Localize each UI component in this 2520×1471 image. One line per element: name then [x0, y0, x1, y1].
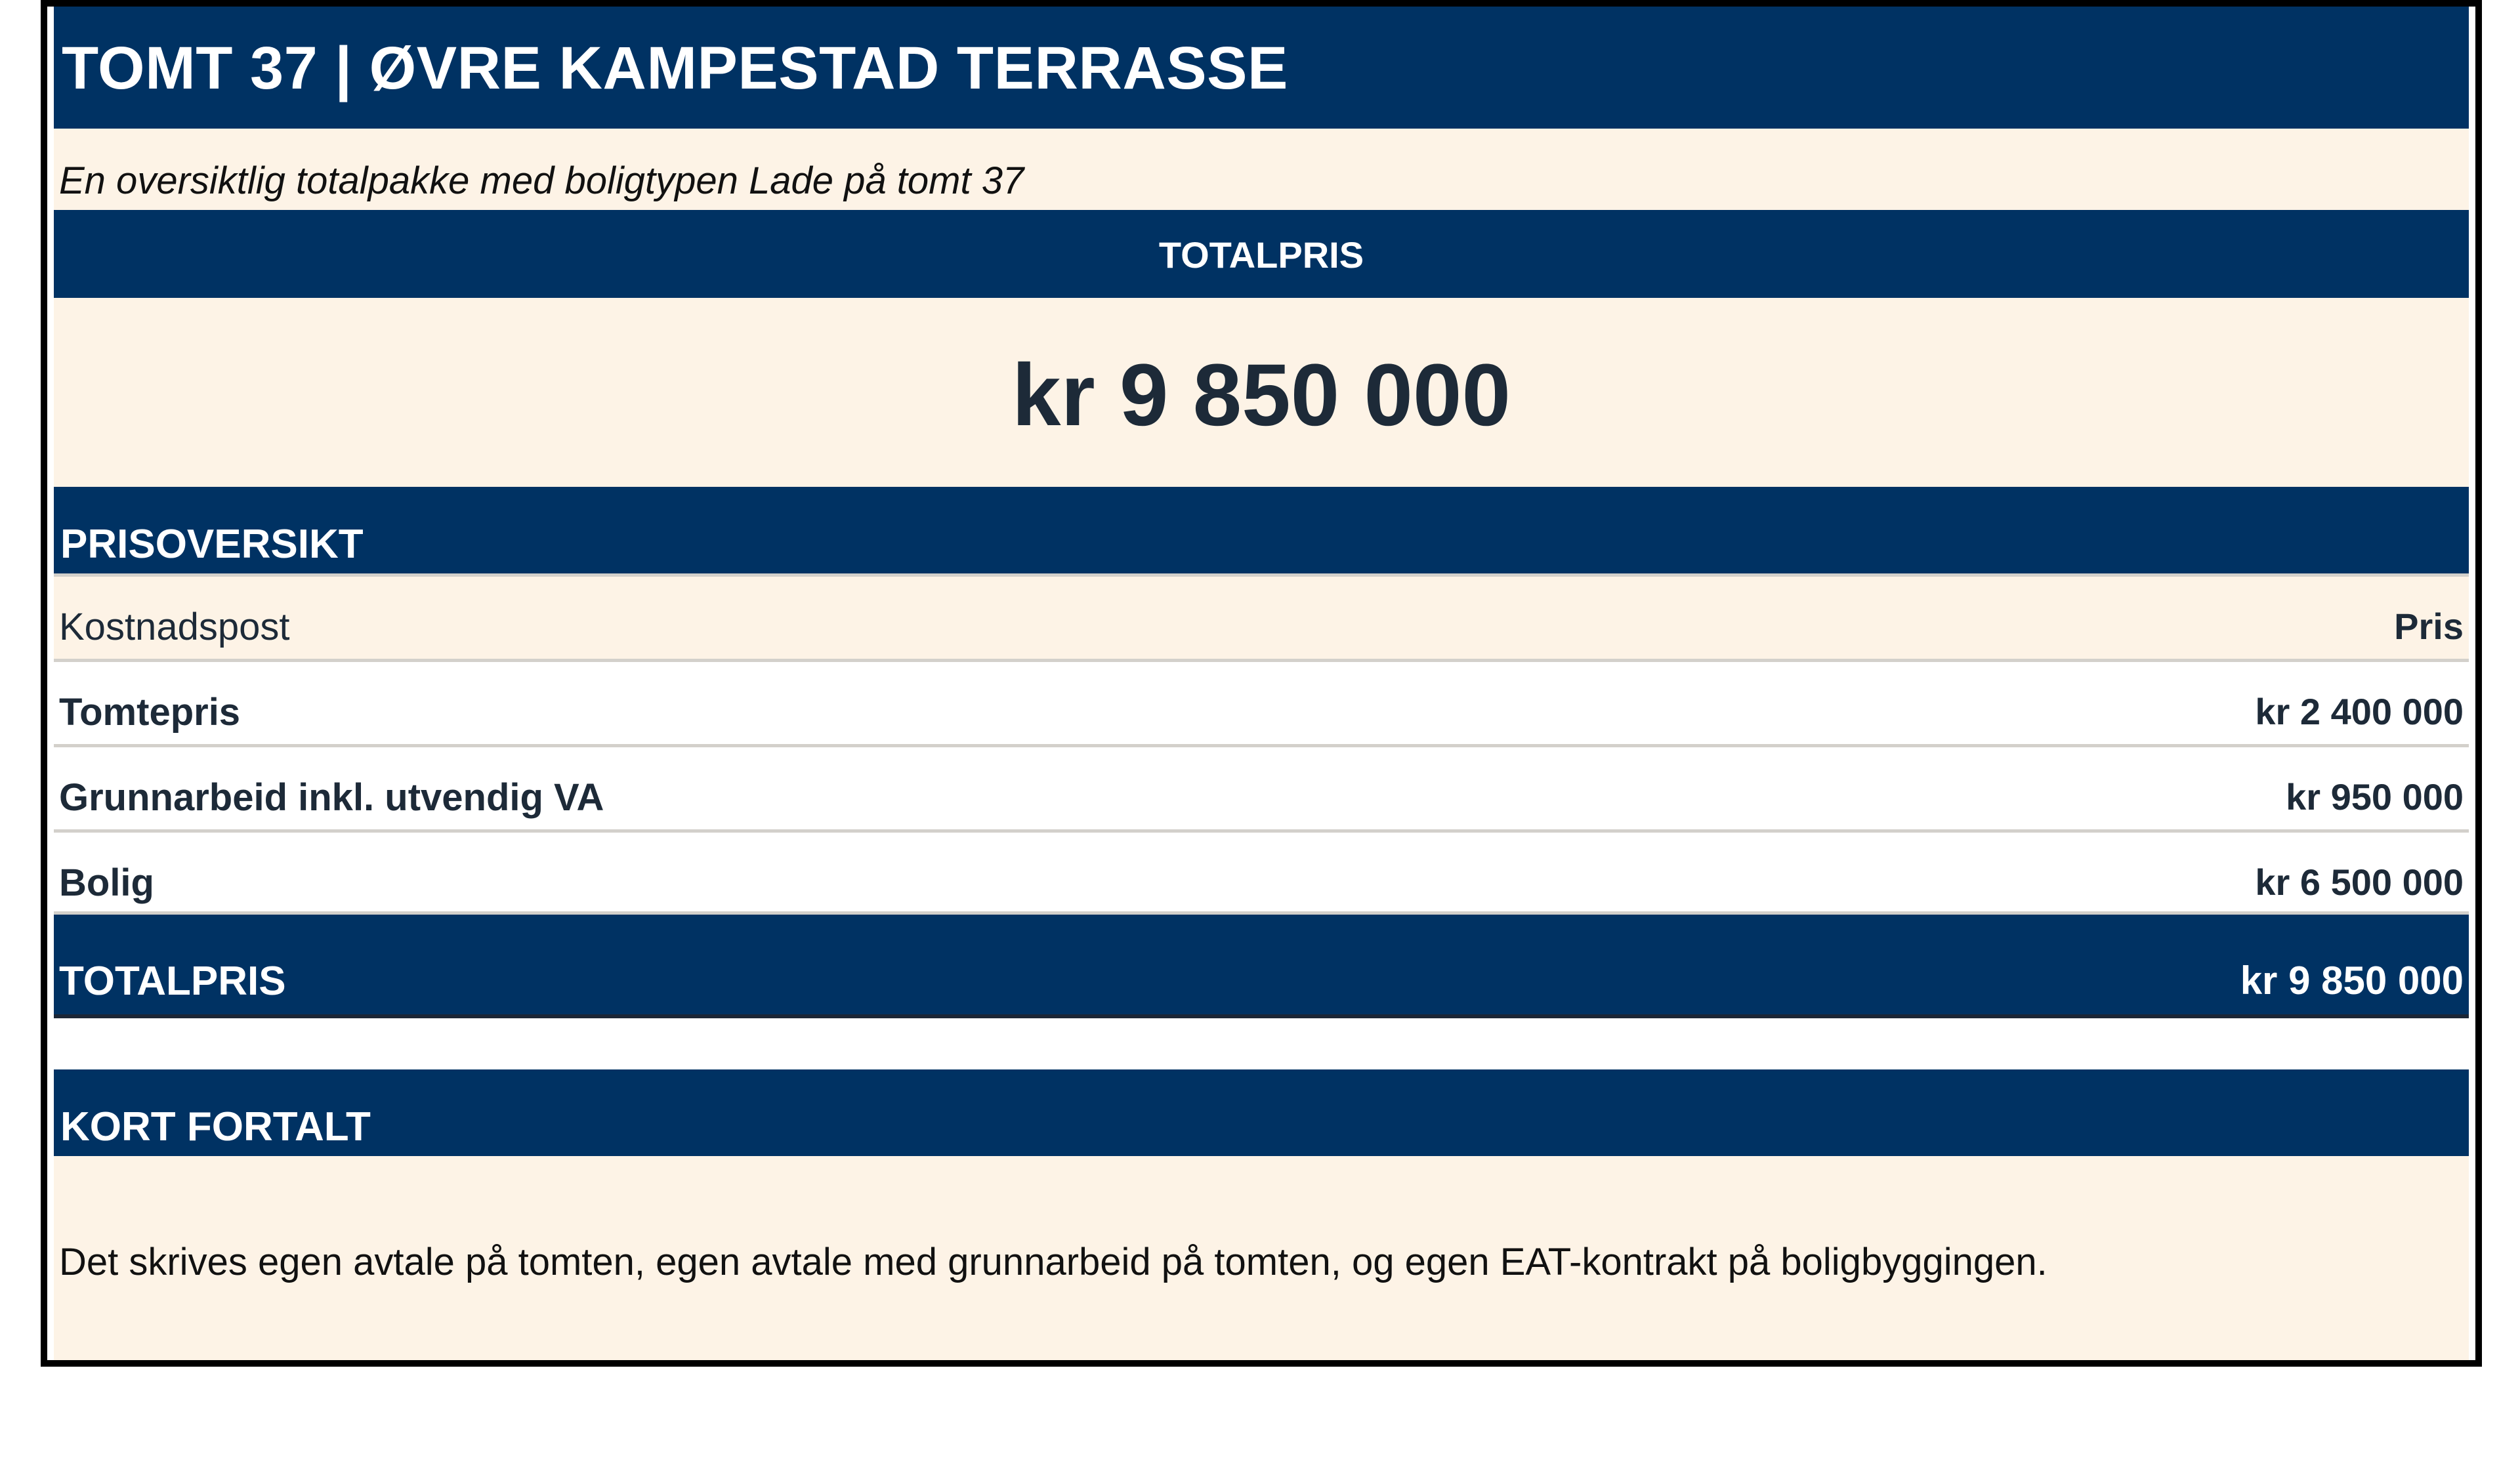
price-total-label: TOTALPRIS	[59, 959, 286, 1004]
cost-item-price: kr 2 400 000	[2255, 691, 2464, 732]
summary-panel	[54, 1156, 2469, 1360]
summary-header	[54, 1069, 2469, 1156]
price-total-value: kr 9 850 000	[2240, 959, 2464, 1003]
row-divider	[54, 659, 2469, 662]
document-body	[54, 7, 2469, 1360]
table-row	[54, 659, 2469, 744]
column-header-price: Pris	[2394, 606, 2464, 647]
summary-title: KORT FORTALT	[60, 1104, 371, 1150]
table-row	[54, 744, 2469, 829]
table-row	[54, 829, 2469, 915]
cost-item-price: kr 6 500 000	[2255, 861, 2464, 903]
total-price-panel	[54, 298, 2469, 487]
price-overview-header	[54, 487, 2469, 573]
price-overview-title: PRISOVERSIKT	[60, 522, 364, 567]
price-total-row	[54, 915, 2469, 1018]
subtitle-banner	[54, 129, 2469, 210]
title-banner	[54, 7, 2469, 129]
total-price-header	[54, 210, 2469, 298]
row-divider	[54, 744, 2469, 747]
column-header-item: Kostnadspost	[59, 606, 290, 648]
total-price-value: kr 9 850 000	[1011, 346, 1511, 444]
price-table-header-row	[54, 573, 2469, 659]
section-spacer	[54, 1018, 2469, 1069]
cost-item-label: Tomtepris	[59, 691, 241, 734]
cost-item-label: Grunnarbeid inkl. utvendig VA	[59, 776, 604, 819]
page-subtitle: En oversiktlig totalpakke med boligtypen Lade på tomt 37	[59, 159, 1024, 202]
document-frame	[41, 0, 2482, 1367]
row-divider	[54, 573, 2469, 577]
row-divider	[54, 829, 2469, 833]
summary-text: Det skrives egen avtale på tomten, egen avtale med grunnarbeid på tomten, og egen EAT-kontrakt på boligbyggingen.	[59, 1241, 2048, 1283]
cost-item-price: kr 950 000	[2286, 776, 2464, 818]
total-price-label: TOTALPRIS	[1158, 234, 1364, 276]
cost-item-label: Bolig	[59, 861, 154, 904]
page-title: TOMT 37 | ØVRE KAMPESTAD TERRASSE	[62, 35, 1288, 102]
